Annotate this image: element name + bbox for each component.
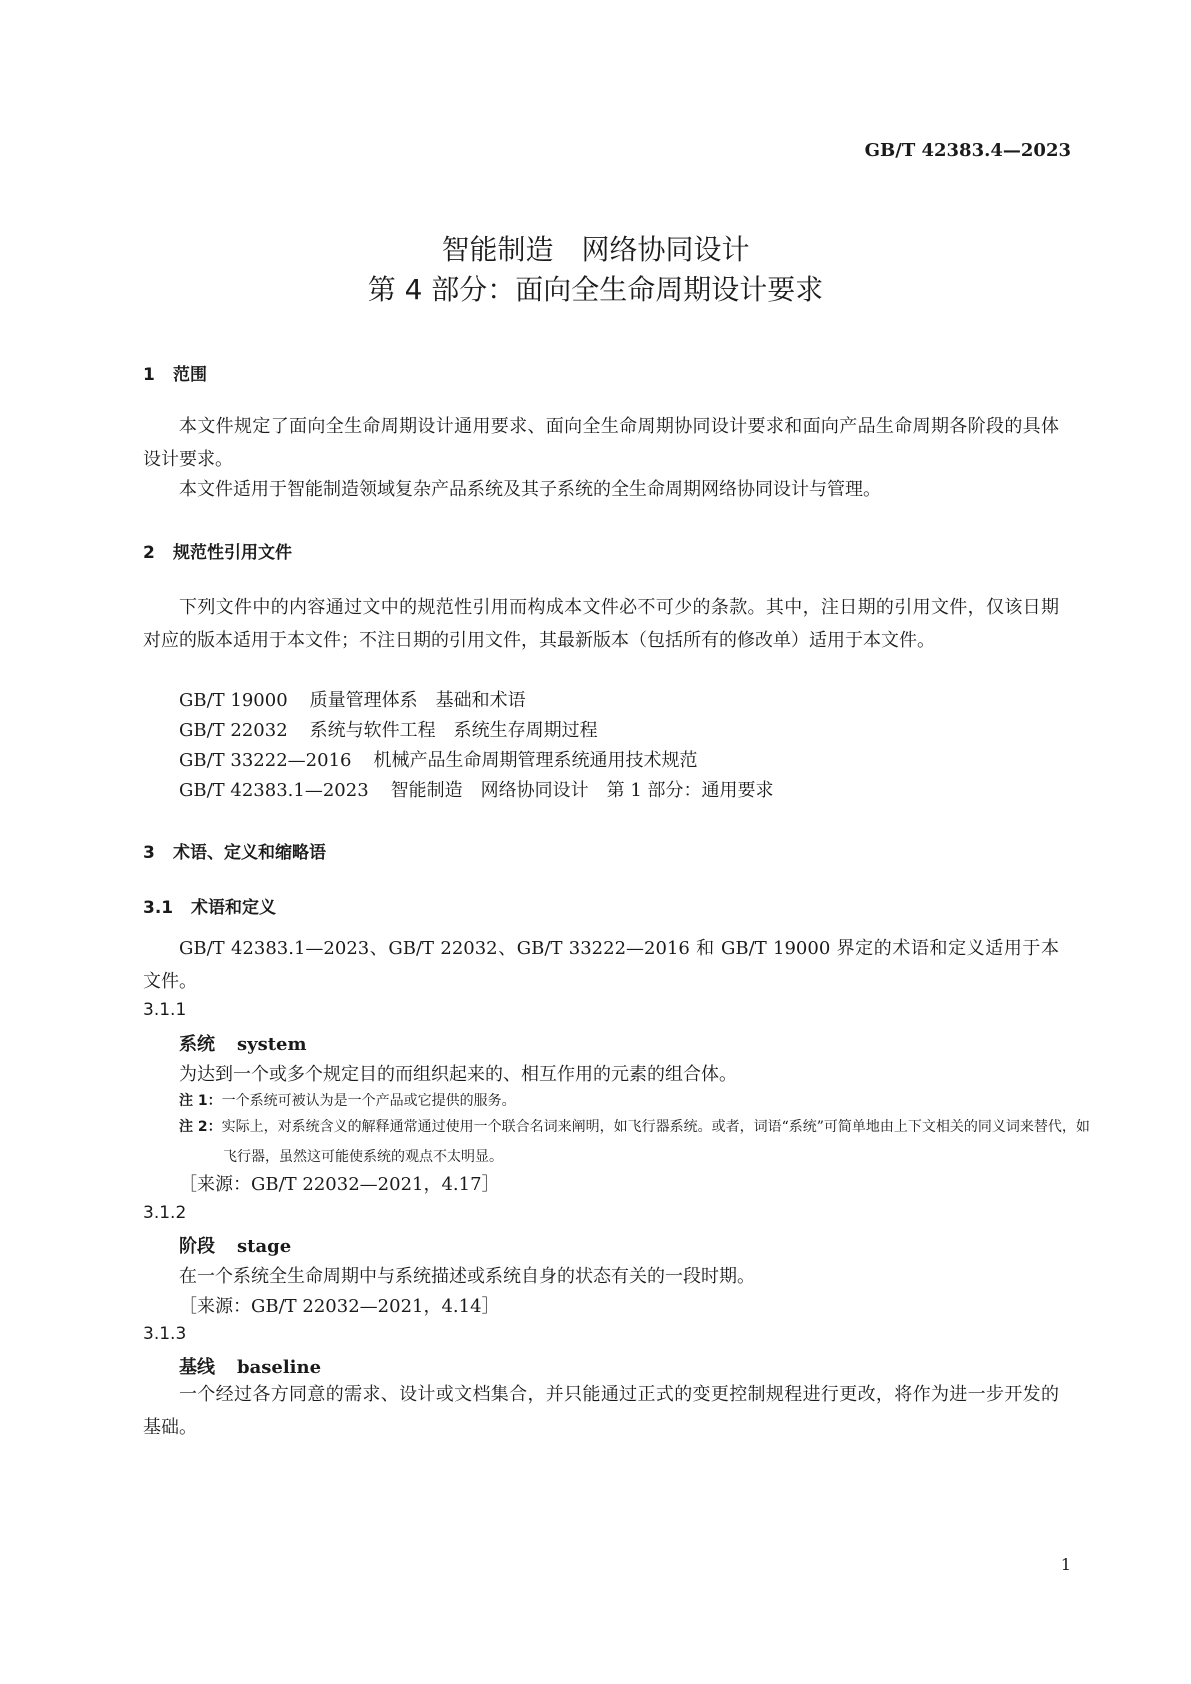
term-heading: [179, 1030, 307, 1056]
subsection-number: 3.1: [143, 898, 174, 918]
reference-title: 机械产品生命周期管理系统通用技术规范: [373, 750, 698, 771]
term-en: baseline: [237, 1357, 322, 1378]
reference-item: [179, 716, 598, 742]
term-zh: 系统: [179, 1034, 215, 1055]
term-number: 3.1.2: [143, 1203, 187, 1223]
reference-item: [179, 686, 526, 712]
section-3-paragraph-1: GB/T 42383.1—2023、GB/T 22032、GB/T 33222—2016 和 GB/T 19000 界定的术语和定义适用于本文件。: [143, 938, 1059, 992]
note-text: 一个系统可被认为是一个产品或它提供的服务。: [221, 1093, 516, 1109]
note-label: 注 2：: [179, 1119, 222, 1135]
subsection-3-1-heading: [143, 893, 276, 918]
section-2-paragraph-1: 下列文件中的内容通过文中的规范性引用而构成本文件必不可少的条款。其中，注日期的引用文件，仅该日期对应的版本适用于本文件；不注日期的引用文件，其最新版本（包括所有的修改单）适用于本文件。: [143, 597, 1059, 651]
standard-number: GB/T 42383.4—2023: [864, 140, 1071, 161]
term-note: [179, 1112, 1103, 1172]
note-label: 注 1：: [179, 1093, 222, 1109]
term-number: 3.1.3: [143, 1324, 187, 1344]
term-heading: [179, 1353, 321, 1379]
subsection-title: 术语和定义: [191, 898, 276, 918]
term-en: stage: [237, 1236, 292, 1257]
term-source: ［来源：GB/T 22032—2021，4.14］: [179, 1296, 500, 1317]
section-1-paragraph-2: 本文件适用于智能制造领域复杂产品系统及其子系统的全生命周期网络协同设计与管理。: [179, 479, 881, 500]
section-1-paragraph-1: 本文件规定了面向全生命周期设计通用要求、面向全生命周期协同设计要求和面向产品生命周期各阶段的具体设计要求。: [143, 416, 1059, 470]
reference-item: [179, 776, 774, 802]
term-zh: 基线: [179, 1357, 215, 1378]
term-definition: 在一个系统全生命周期中与系统描述或系统自身的状态有关的一段时期。: [179, 1266, 755, 1287]
note-text: 实际上，对系统含义的解释通常通过使用一个联合名词来阐明，如飞行器系统。或者，词语“系统”可简单地由上下文相关的同义词来替代，如飞行器，虽然这可能使系统的观点不太明显。: [221, 1119, 1090, 1165]
term-zh: 阶段: [179, 1236, 215, 1257]
section-title: 术语、定义和缩略语: [173, 843, 326, 863]
term-number: 3.1.1: [143, 1000, 187, 1020]
reference-item: [179, 746, 697, 772]
page-number: 1: [1060, 1555, 1071, 1574]
section-title: 范围: [173, 365, 207, 385]
term-definition: 为达到一个或多个规定目的而组织起来的、相互作用的元素的组合体。: [179, 1064, 737, 1085]
section-1-heading: [143, 360, 207, 385]
section-3-heading: [143, 838, 326, 863]
document-title-line2: 第 4 部分：面向全生命周期设计要求: [367, 273, 824, 306]
section-number: 1: [143, 365, 155, 385]
term-heading: [179, 1232, 291, 1258]
reference-title: 智能制造 网络协同设计 第 1 部分：通用要求: [390, 780, 774, 801]
term-source: ［来源：GB/T 22032—2021，4.17］: [179, 1174, 500, 1195]
section-number: 3: [143, 843, 155, 863]
term-definition: 一个经过各方同意的需求、设计或文档集合，并只能通过正式的变更控制规程进行更改，将作为进一步开发的基础。: [143, 1384, 1059, 1438]
section-title: 规范性引用文件: [173, 543, 292, 563]
reference-code: GB/T 42383.1—2023: [179, 780, 369, 801]
reference-title: 系统与软件工程 系统生存周期过程: [309, 720, 598, 741]
term-en: system: [237, 1034, 307, 1055]
reference-title: 质量管理体系 基础和术语: [309, 690, 526, 711]
reference-code: GB/T 19000: [179, 690, 288, 711]
section-2-heading: [143, 538, 292, 563]
reference-code: GB/T 33222—2016: [179, 750, 352, 771]
document-title-line1: 智能制造 网络协同设计: [441, 233, 750, 266]
section-number: 2: [143, 543, 155, 563]
reference-code: GB/T 22032: [179, 720, 288, 741]
